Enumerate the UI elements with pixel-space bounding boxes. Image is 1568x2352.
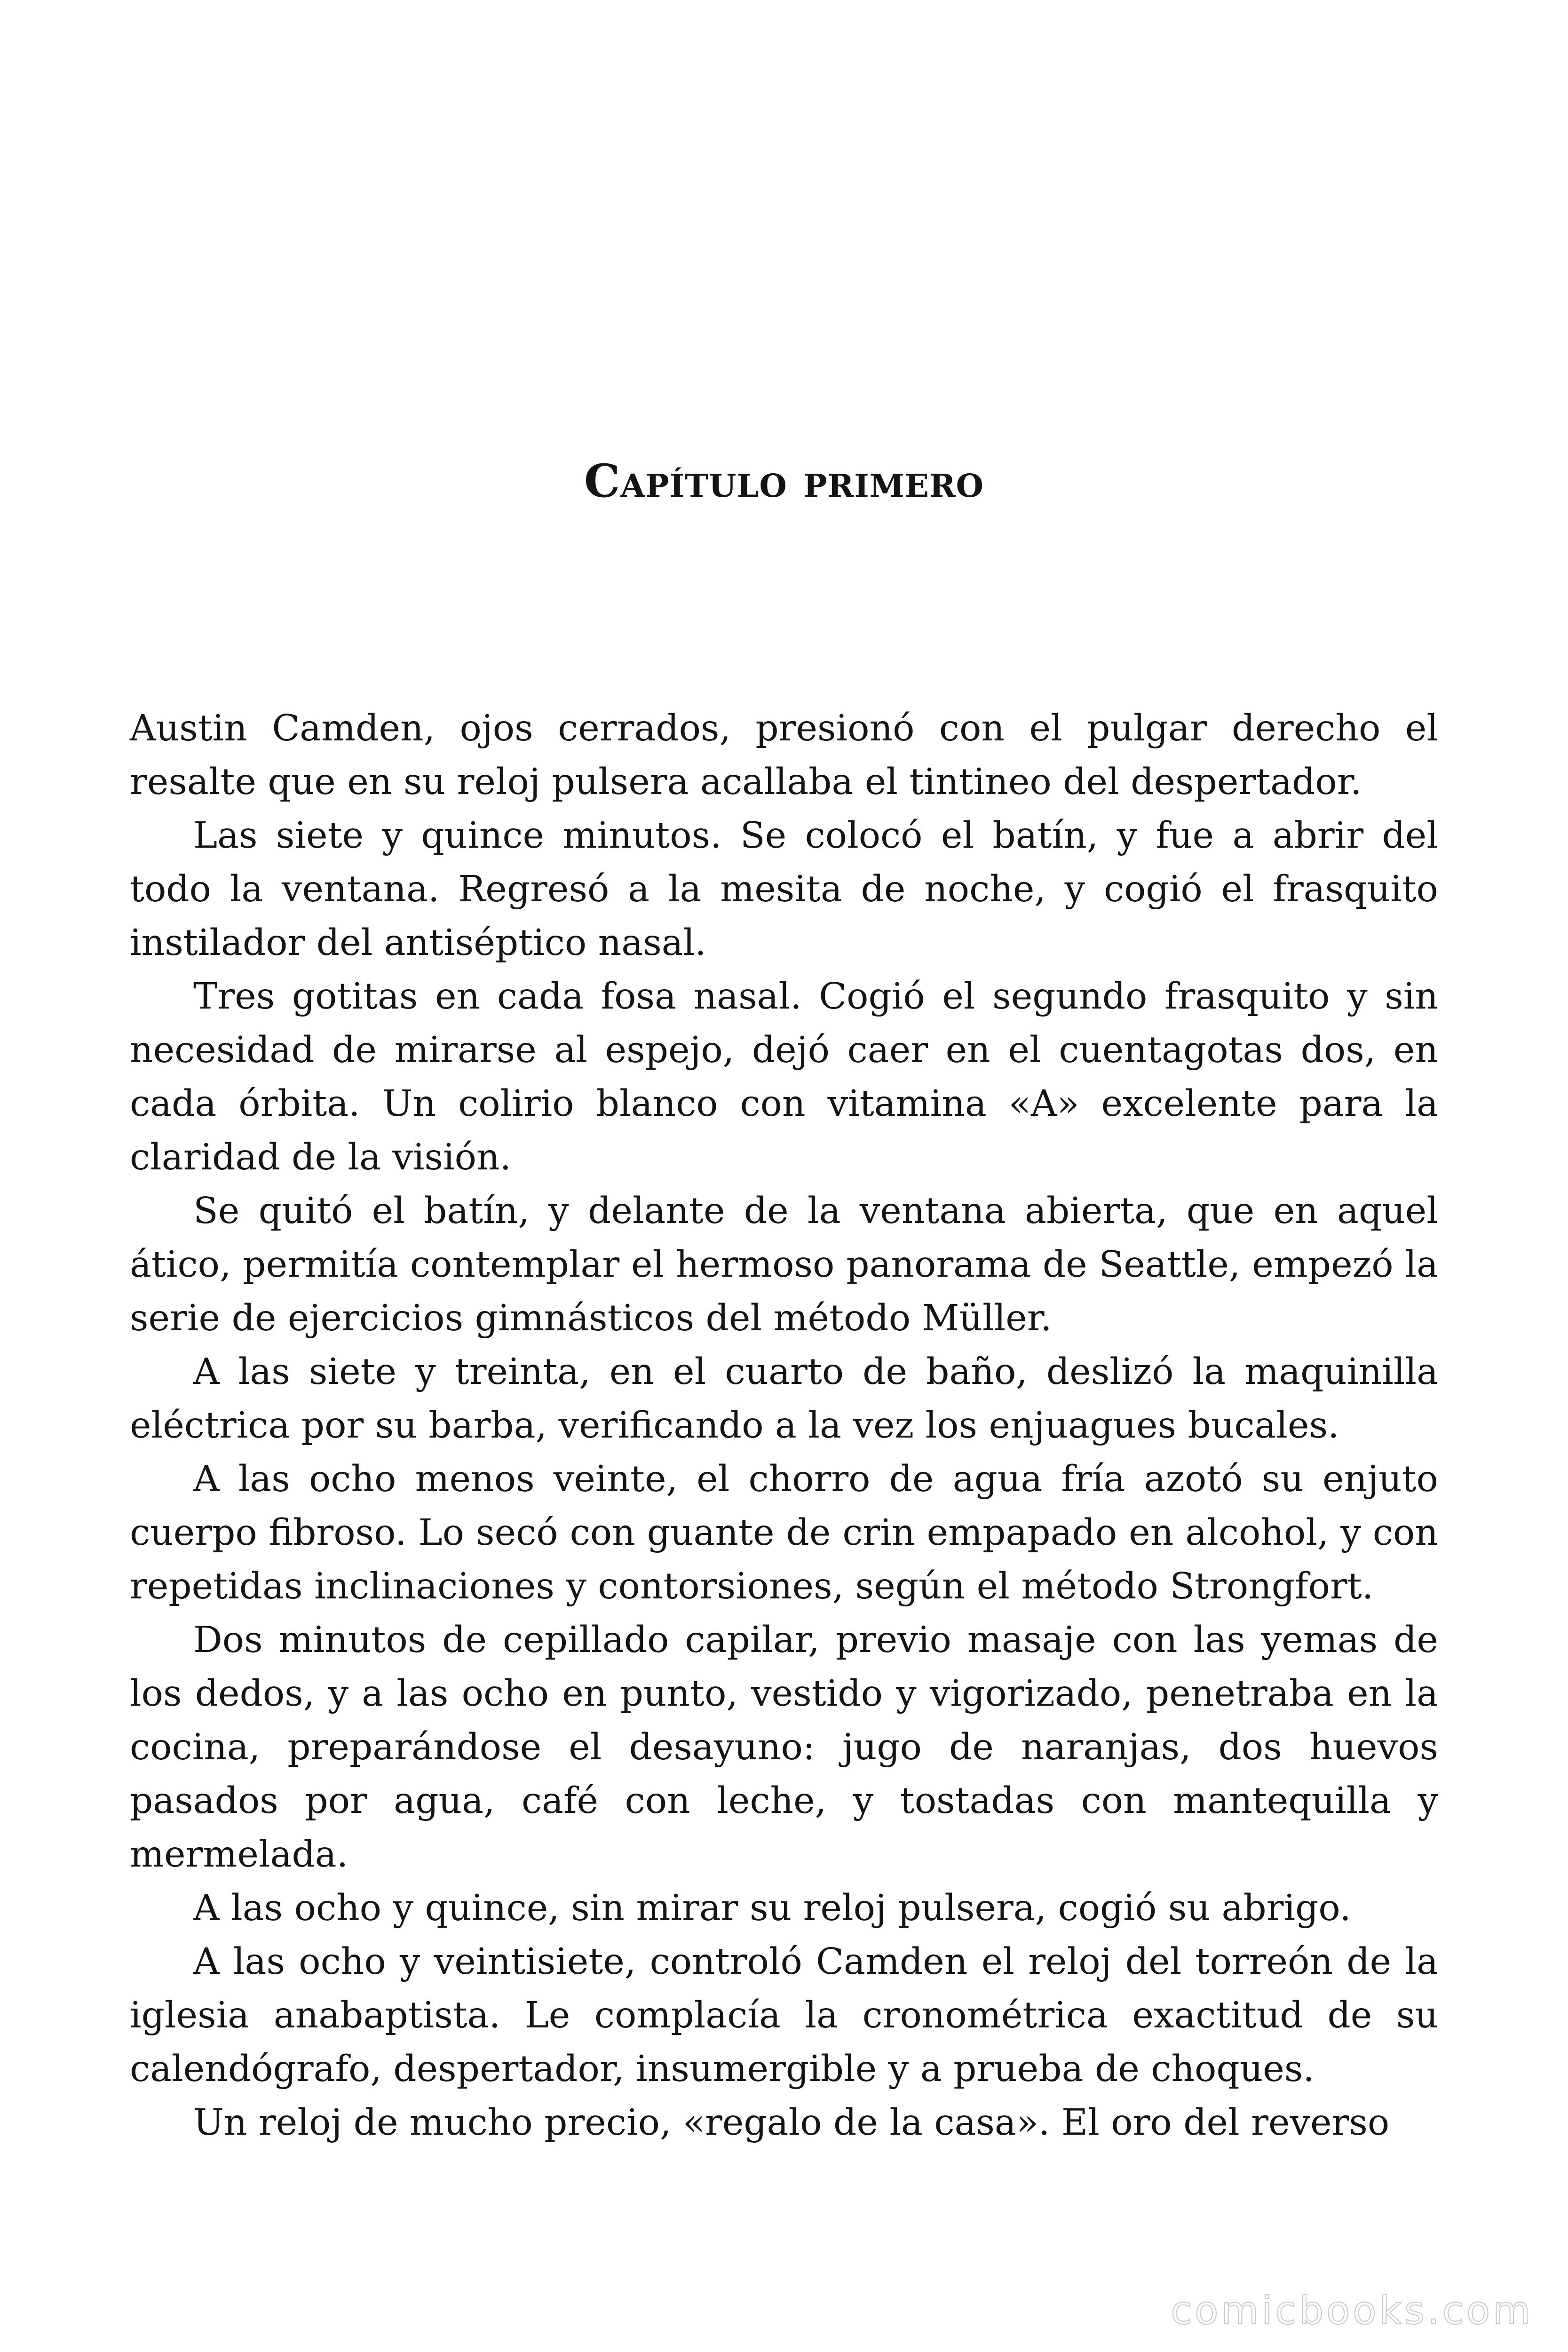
paragraph: A las ocho y veintisiete, controló Camden el reloj del torreón de la iglesia anabaptista. Le complacía la cronométrica exactitud de su calendógrafo, despertador, insumergible y a prueba de choques. bbox=[130, 1941, 1438, 2090]
paragraph: Se quitó el batín, y delante de la ventana abierta, que en aquel ático, permitía contemplar el hermoso panorama de Seattle, empezó la serie de ejercicios gimnásticos del método Müller. bbox=[130, 1190, 1438, 1339]
paragraph: Un reloj de mucho precio, «regalo de la casa». El oro del reverso bbox=[193, 2102, 1390, 2144]
paragraph: Dos minutos de cepillado capilar, previo masaje con las yemas de los dedos, y a las ocho en punto, vestido y vigorizado, penetraba en la cocina, preparándose el desayuno: jugo de naranjas, dos huevos pasados por agua, café con leche, y tostadas con mantequilla y mermelada. bbox=[130, 1619, 1438, 1875]
chapter-body bbox=[130, 702, 1438, 2150]
paragraph: A las ocho y quince, sin mirar su reloj pulsera, cogió su abrigo. bbox=[193, 1887, 1351, 1929]
paragraph: Las siete y quince minutos. Se colocó el batín, y fue a abrir del todo la ventana. Regresó a la mesita de noche, y cogió el frasquito instilador del antiséptico nasal. bbox=[130, 815, 1438, 964]
paragraph: Austin Camden, ojos cerrados, presionó con el pulgar derecho el resalte que en su reloj pulsera acallaba el tintineo del despertador. bbox=[130, 707, 1438, 803]
watermark: comicbooks.com bbox=[1171, 2288, 1533, 2333]
paragraph: A las ocho menos veinte, el chorro de agua fría azotó su enjuto cuerpo fibroso. Lo secó con guante de crin empapado en alcohol, y con repetidas inclinaciones y contorsiones, según el método Strongfort. bbox=[130, 1458, 1438, 1607]
paragraph: A las siete y treinta, en el cuarto de baño, deslizó la maquinilla eléctrica por su barba, verificando a la vez los enjuagues bucales. bbox=[130, 1351, 1438, 1446]
chapter-title: Capítulo primero bbox=[584, 454, 984, 508]
paragraph: Tres gotitas en cada fosa nasal. Cogió el segundo frasquito y sin necesidad de mirarse al espejo, dejó caer en el cuentagotas dos, en cada órbita. Un colirio blanco con vitamina «A» excelente para la claridad de la visión. bbox=[130, 976, 1438, 1178]
